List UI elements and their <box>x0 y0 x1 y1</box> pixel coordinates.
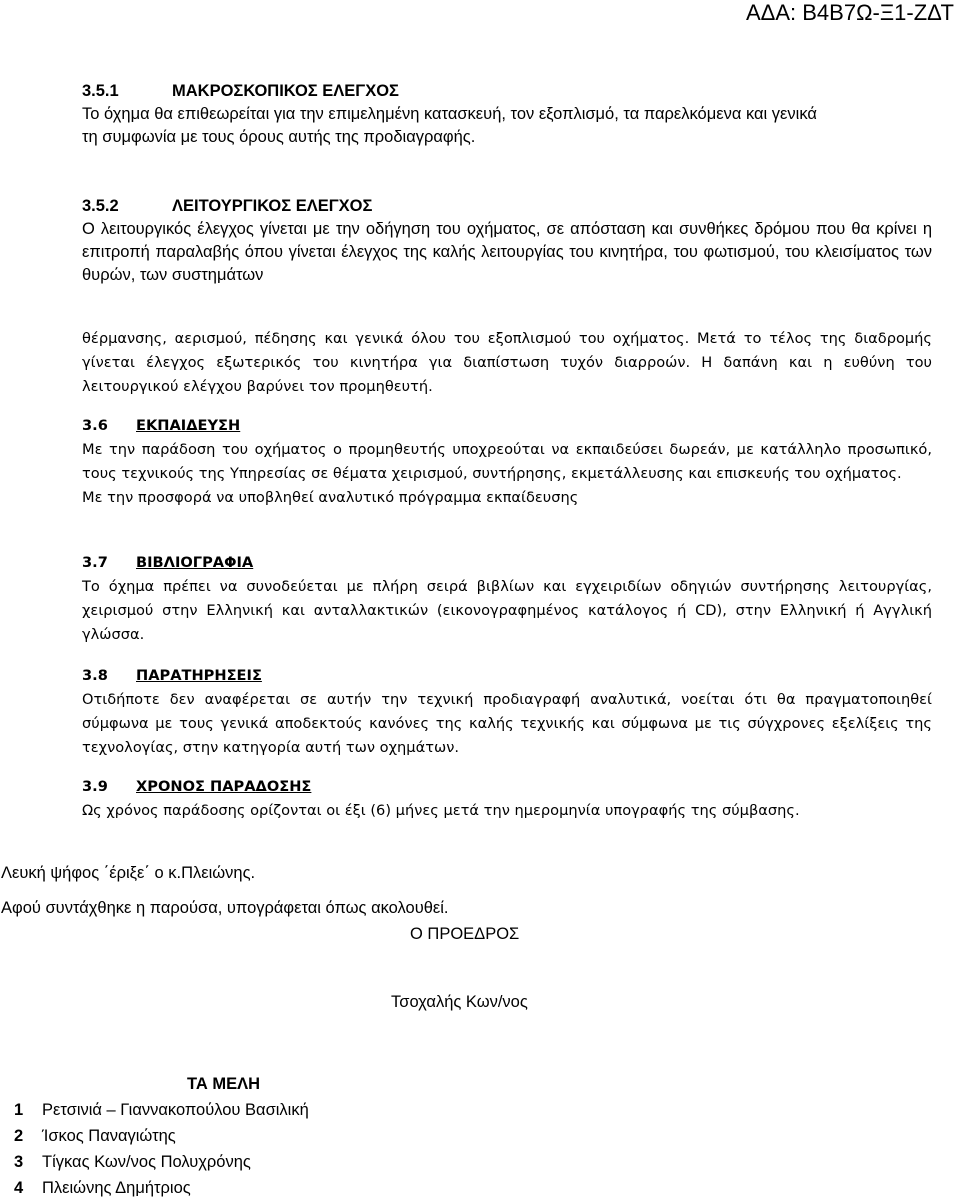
section-paragraph: Ως χρόνος παράδοσης ορίζονται οι έξι (6) μήνες μετά την ημερομηνία υπογραφής της σύμβασης. <box>82 802 800 819</box>
section-title: ΕΚΠΑΙΔΕΥΣΗ <box>136 417 241 434</box>
section-3-5-1 <box>82 80 932 149</box>
member-number: 3 <box>14 1153 24 1171</box>
document-id-header: ΑΔΑ: Β4Β7Ω-Ξ1-ΖΔΤ <box>745 0 954 25</box>
section-paragraph: Οτιδήποτε δεν αναφέρεται σε αυτήν την τεχνική προδιαγραφή αναλυτικά, νοείται ότι θα πραγματοποιηθεί σύμφωνα με τους γενικά αποδεκτούς κανόνες της καλής τεχνικής και σύμφωνα με τις σύγχρονες εξελίξεις της τεχνολογίας, στην κατηγορία αυτή των οχημάτων. <box>82 691 932 756</box>
member-number: 1 <box>14 1101 24 1119</box>
section-3-5-2-continued <box>82 327 932 399</box>
section-title: ΠΑΡΑΤΗΡΗΣΕΙΣ <box>136 667 262 684</box>
president-name: Τσοχαλής Κων/νος <box>391 993 528 1011</box>
section-paragraph: Ο λειτουργικός έλεγχος γίνεται με την οδήγηση του οχήματος, σε απόσταση και συνθήκες δρόμου που θα κρίνει η επιτροπή παραλαβής όπου γίνεται έλεγχος της καλής λειτουργίας του κινητήρα, του φωτισμού, του κλεισίματος των θυρών, των συστημάτων <box>82 220 932 284</box>
section-number: 3.6 <box>82 417 108 434</box>
section-heading <box>82 414 932 438</box>
member-row <box>14 1179 191 1198</box>
member-name: Ρετσινιά – Γιαννακοπούλου Βασιλική <box>42 1101 309 1119</box>
closing-statement: Αφού συντάχθηκε η παρούσα, υπογράφεται όπως ακολουθεί. <box>1 899 449 917</box>
member-row <box>14 1153 251 1172</box>
section-number: 3.9 <box>82 778 108 795</box>
member-name: Πλειώνης Δημήτριος <box>42 1179 191 1197</box>
section-number: 3.5.2 <box>82 197 119 215</box>
section-text-line: τη συμφωνία με τους όρους αυτής της προδιαγραφής. <box>82 128 476 146</box>
member-row <box>14 1101 309 1120</box>
section-title: ΜΑΚΡΟΣΚΟΠΙΚΟΣ ΕΛΕΓΧΟΣ <box>172 82 399 100</box>
section-heading <box>82 195 932 218</box>
section-title: ΒΙΒΛΙΟΓΡΑΦΙΑ <box>136 554 254 571</box>
members-title: ΤΑ ΜΕΛΗ <box>187 1075 261 1093</box>
section-text-line: Το όχημα θα επιθεωρείται για την επιμελημένη κατασκευή, τον εξοπλισμό, τα παρελκόμενα και γενικά <box>82 105 817 123</box>
member-name: Τίγκας Κων/νος Πολυχρόνης <box>42 1153 251 1171</box>
section-title: ΧΡΟΝΟΣ ΠΑΡΑΔΟΣΗΣ <box>136 778 312 795</box>
section-paragraph: Με την παράδοση του οχήματος ο προμηθευτής υποχρεούται να εκπαιδεύσει δωρεάν, με κατάλληλο προσωπικό, τους τεχνικούς της Υπηρεσίας σε θέματα χειρισμού, συντήρησης, εκμετάλλευσης και επισκευής του οχήματος. <box>82 441 932 482</box>
section-number: 3.5.1 <box>82 82 119 100</box>
member-number: 2 <box>14 1127 24 1145</box>
section-heading <box>82 551 932 575</box>
section-heading <box>82 80 932 103</box>
section-paragraph: θέρμανσης, αερισμού, πέδησης και γενικά όλου του εξοπλισμού του οχήματος. Μετά το τέλος της διαδρομής γίνεται έλεγχος εξωτερικός του κινητήρα για διαπίστωση τυχόν διαρροών. Η δαπάνη και η ευθύνη του λειτουργικού ελέγχου βαρύνει τον προμηθευτή. <box>82 330 932 395</box>
section-3-5-2 <box>82 195 932 287</box>
section-3-9 <box>82 775 932 823</box>
vote-note: Λευκή ψήφος ΄έριξε΄ ο κ.Πλειώνης. <box>1 864 256 882</box>
section-heading <box>82 775 932 799</box>
section-number: 3.8 <box>82 667 108 684</box>
section-paragraph: Με την προσφορά να υποβληθεί αναλυτικό πρόγραμμα εκπαίδευσης <box>82 489 579 506</box>
section-3-8 <box>82 664 932 760</box>
section-paragraph: Το όχημα πρέπει να συνοδεύεται με πλήρη σειρά βιβλίων και εγχειριδίων οδηγιών συντήρησης λειτουργίας, χειρισμού στην Ελληνική και ανταλλακτικών (εικονογραφημένος κατάλογος ή CD), στην Ελληνική ή Αγγλική γλώσσα. <box>82 578 932 643</box>
section-3-7 <box>82 551 932 647</box>
president-title: Ο ΠΡΟΕΔΡΟΣ <box>410 925 520 943</box>
member-row <box>14 1127 176 1146</box>
section-3-6 <box>82 414 932 510</box>
section-heading <box>82 664 932 688</box>
member-name: Ίσκος Παναγιώτης <box>42 1127 176 1145</box>
section-number: 3.7 <box>82 554 108 571</box>
member-number: 4 <box>14 1179 24 1197</box>
section-title: ΛΕΙΤΟΥΡΓΙΚΟΣ ΕΛΕΓΧΟΣ <box>172 197 373 215</box>
